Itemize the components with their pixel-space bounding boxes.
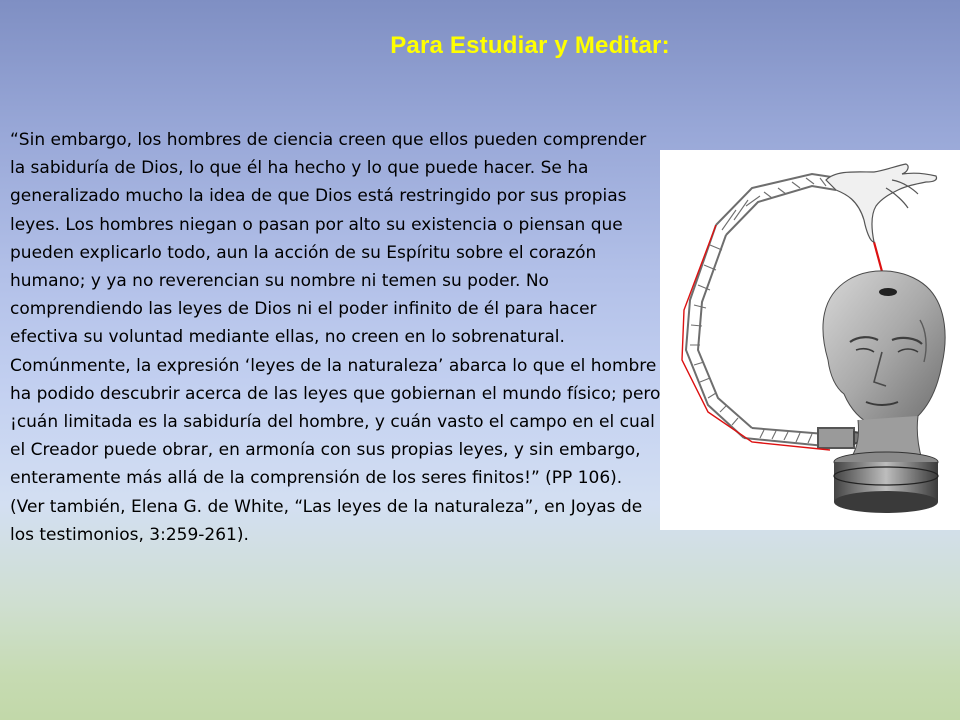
- reference-paragraph: (Ver también, Elena G. de White, “Las leyes de la naturaleza”, en Joyas de los testimonios, 3:259-261).: [10, 496, 643, 545]
- slide-title: Para Estudiar y Meditar:: [390, 32, 670, 59]
- quote-paragraph: “Sin embargo, los hombres de ciencia creen que ellos pueden comprender la sabiduría de Dios, lo que él ha hecho y lo que puede hacer. Se ha generalizado mucho la idea de que Dios está restringido por sus propias leyes. Los hombres niegan o pasan por alto su existencia o piensan que pueden explicarlo todo, aun la acción de su Espíritu sobre el corazón humano; y ya no reverencian su nombre ni temen su poder. No comprendiendo las leyes de Dios ni el poder infinito de él para hacer efectiva su voluntad mediante ellas, no creen en lo sobrenatural. Comúnmente, la expresión ‘leyes de la naturaleza’ abarca lo que el hombre ha podido descubrir acerca de las leyes que gobiernan el mundo físico; pero ¡cuán limitada es la sabiduría del hombre, y cuán vasto el campo en el cual el Creador puede obrar, en armonía con sus propias leyes, y sin embargo, enteramente más allá de la comprensión de los seres finitos!” (PP 106).: [10, 130, 661, 489]
- hand-icon: [826, 164, 937, 242]
- quote-text-block: [10, 126, 666, 549]
- roman-bust-head: [823, 271, 945, 429]
- bust-crane-illustration: [660, 150, 960, 530]
- head-hole: [879, 288, 897, 296]
- bust-pedestal: [834, 452, 938, 513]
- bust-illustration-svg: [660, 150, 960, 530]
